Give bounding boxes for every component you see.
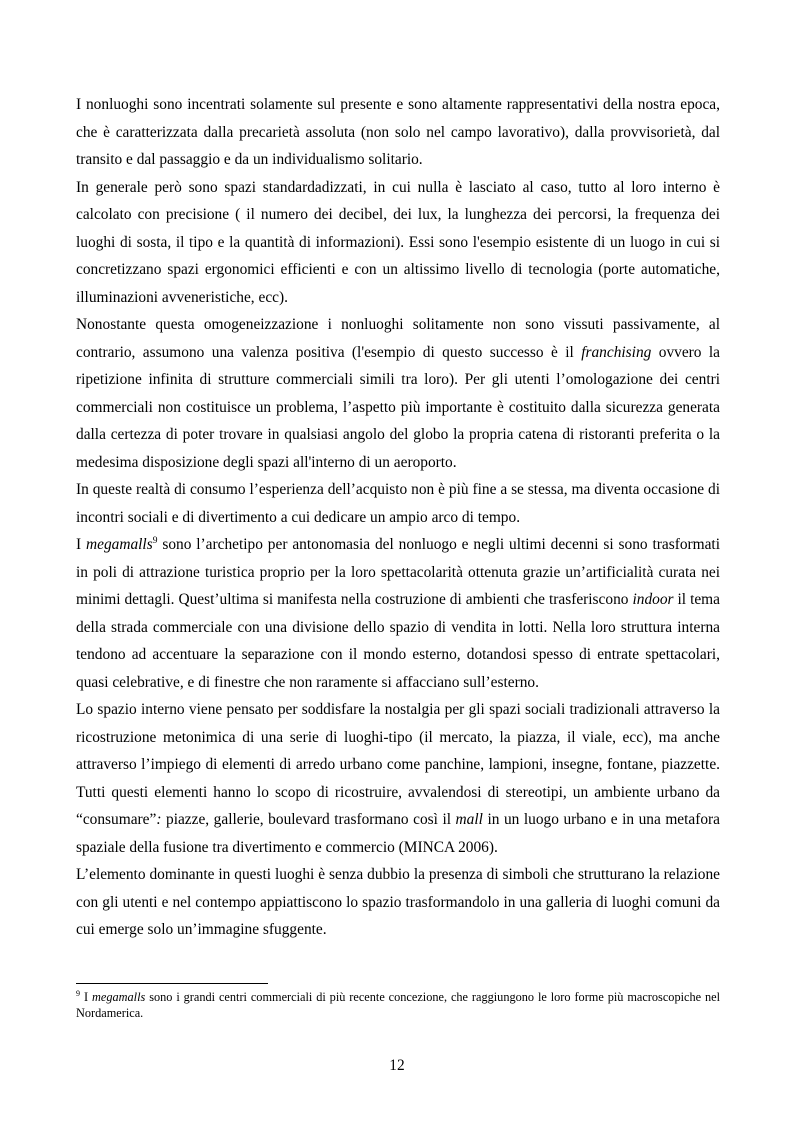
footnote-text: I <box>84 990 92 1004</box>
footnote <box>76 989 720 1021</box>
footnote-number: 9 <box>76 988 80 998</box>
text-run: ovvero la ripetizione infinita di strutture commerciali simili tra loro). Per gli utenti l’omologazione dei centri commerciali non costituisce un problema, l’aspetto più importante è costituito dalla sicurezza generata dalla certezza di poter trovare in qualsiasi angolo del globo la propria catena di ristoranti preferita o la medesima disposizione degli spazi all'interno di un aeroporto. <box>76 343 720 471</box>
paragraph <box>76 311 720 476</box>
text-run: in un luogo urbano e in una metafora spaziale della fusione tra divertimento e commercio (MINCA 2006). <box>76 811 721 856</box>
italic-term: mall <box>455 811 483 828</box>
paragraph <box>76 476 720 531</box>
footnote-reference[interactable]: 9 <box>152 535 158 546</box>
footnote-text: sono i grandi centri commerciali di più recente concezione, che raggiungono le loro forme più macroscopiche nel Nordamerica. <box>76 990 720 1020</box>
text-run: I <box>76 536 86 553</box>
page-number: 12 <box>389 1057 405 1074</box>
paragraph <box>76 696 720 861</box>
paragraph <box>76 531 720 696</box>
paragraph <box>76 861 720 944</box>
body-text <box>76 91 720 944</box>
text-run: In generale però sono spazi standardadizzati, in cui nulla è lasciato al caso, tutto al loro interno è calcolato con precisione ( il numero dei decibel, dei lux, la lunghezza dei percorsi, la frequenza dei luoghi di sosta, il tipo e la quantità di informazioni). Essi sono l'esempio esistente di un luogo in cui si concretizzano spazi ergonomici efficienti e con un altissimo livello di tecnologia (porte automatiche, illuminazioni avveneristiche, ecc). <box>76 178 720 306</box>
text-run: In queste realtà di consumo l’esperienza dell’acquisto non è più fine a se stessa, ma diventa occasione di incontri sociali e di divertimento a cui dedicare un ampio arco di tempo. <box>76 481 720 526</box>
text-run: L’elemento dominante in questi luoghi è senza dubbio la presenza di simboli che strutturano la relazione con gli utenti e nel contempo appiattiscono lo spazio trasformandolo in una galleria di luoghi comuni da cui emerge solo un’immagine sfuggente. <box>76 866 720 938</box>
footnote-separator <box>76 983 268 984</box>
text-run: I nonluoghi sono incentrati solamente sul presente e sono altamente rappresentativi della nostra epoca, che è caratterizzata dalla precarietà assoluta (non solo nel campo lavorativo), dalla provvisorietà, dal transito e dal passaggio e da un individualismo solitario. <box>76 96 720 168</box>
text-run: il tema della strada commerciale con una divisione dello spazio di vendita in lotti. Nella loro struttura interna tendono ad accentuare la separazione con il mondo esterno, dotandosi spesso di entrate spettacolari, quasi celebrative, e di finestre che non raramente si affacciano sull’esterno. <box>76 591 720 691</box>
text-run: Lo spazio interno viene pensato per soddisfare la nostalgia per gli spazi sociali tradizionali attraverso la ricostruzione metonimica di una serie di luoghi-tipo (il mercato, la piazza, il viale, ecc), ma anche attraverso l’impiego di elementi di arredo urbano come panchine, lampioni, insegne, fontane, piazzette. Tutti questi elementi hanno lo scopo di ricostruire, avvalendosi di stereotipi, un ambiente urbano da “consumare” <box>76 701 720 828</box>
text-run: Nonostante questa omogeneizzazione i nonluoghi solitamente non sono vissuti passivamente, al contrario, assumono una valenza positiva (l'esempio di questo successo è il <box>76 316 720 361</box>
paragraph <box>76 174 720 312</box>
italic-term: megamalls <box>86 536 153 553</box>
text-run: sono l’archetipo per antonomasia del nonluogo e negli ultimi decenni si sono trasformati in poli di attrazione turistica proprio per la loro spettacolarità ottenuta grazie un’artificialità curata nei minimi dettagli. Quest’ultima si manifesta nella costruzione di ambienti che trasferiscono <box>76 536 720 608</box>
italic-term: franchising <box>581 343 652 361</box>
italic-term: indoor <box>632 591 674 608</box>
paragraph <box>76 91 720 174</box>
italic-term: megamalls <box>92 990 146 1004</box>
text-run: piazze, gallerie, boulevard trasformano così il <box>161 811 456 828</box>
italic-term: : <box>156 811 162 828</box>
